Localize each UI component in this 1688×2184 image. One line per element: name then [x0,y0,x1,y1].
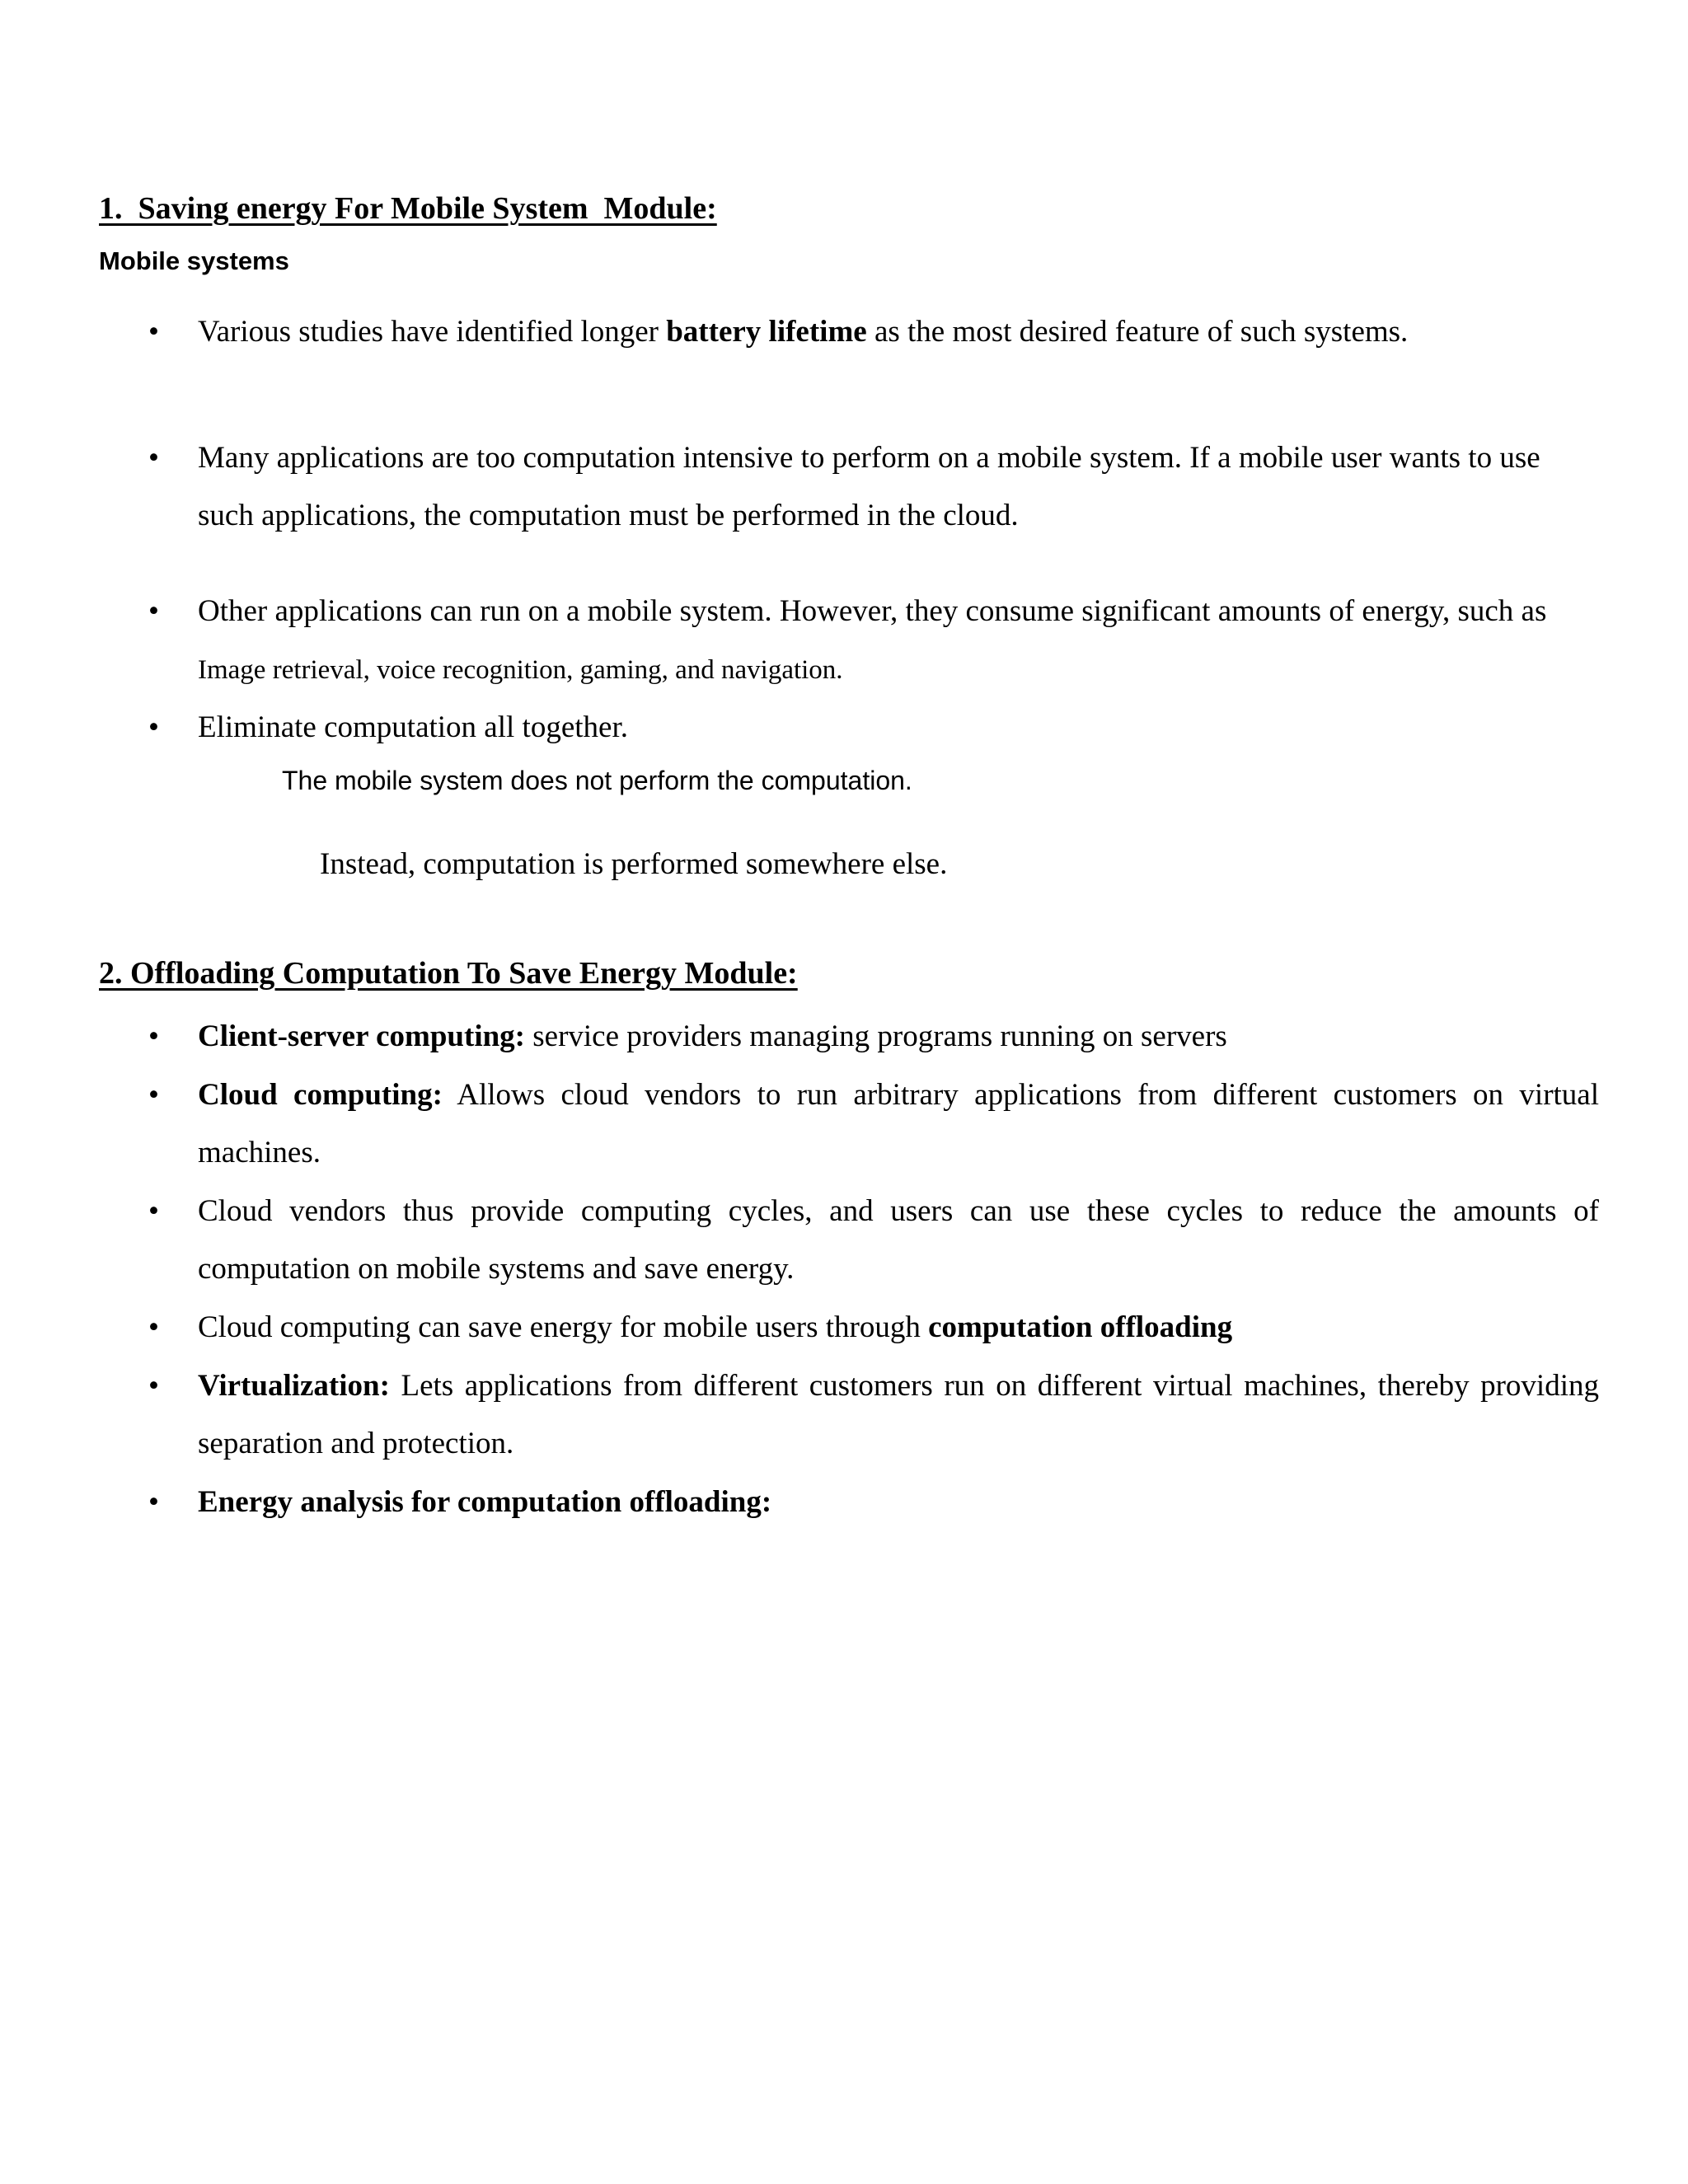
section-2-heading: 2. Offloading Computation To Save Energy Module: [99,956,798,991]
list-item: • Many applications are too computation intensive to perform on a mobile system. If a mobile user wants to use such applications, the computation must be performed in the cloud. [148,429,1599,545]
list-item: • Various studies have identified longer battery lifetime as the most desired feature of such systems. [148,303,1599,361]
term: Cloud computing: [198,1078,443,1112]
emphasis: battery lifetime [666,315,867,349]
list-item: • Virtualization: Lets applications from different customers run on different virtual machines, thereby providing separation and protection. [148,1357,1599,1473]
section-1-subheading: Mobile systems [99,246,289,275]
list-item: • Cloud computing: Allows cloud vendors to run arbitrary applications from different customers on virtual machines. [148,1066,1599,1182]
section-1-heading: 1. Saving energy For Mobile System Module: [99,191,717,226]
list-item [148,1474,1599,1531]
note-line: Instead, computation is performed somewhere else. [320,847,948,881]
term: Virtualization: [198,1369,390,1403]
term: Energy analysis for computation offloading: [198,1485,772,1519]
list-item: • Cloud computing can save energy for mobile users through computation offloading [148,1299,1599,1357]
list-item: • Eliminate computation all together. [148,699,1599,757]
list-item: • Other applications can run on a mobile system. However, they consume significant amounts of energy, such as Image retrieval, voice recognition, gaming, and navigation. [148,583,1599,699]
term: Client-server computing: [198,1019,525,1053]
note-line: The mobile system does not perform the computation. [282,766,912,795]
list-item: • Client-server computing: service providers managing programs running on servers [148,1008,1599,1066]
list-item: • Cloud vendors thus provide computing cycles, and users can use these cycles to reduce the amounts of computation on mobile systems and save energy. [148,1183,1599,1298]
emphasis: computation offloading [928,1310,1233,1344]
